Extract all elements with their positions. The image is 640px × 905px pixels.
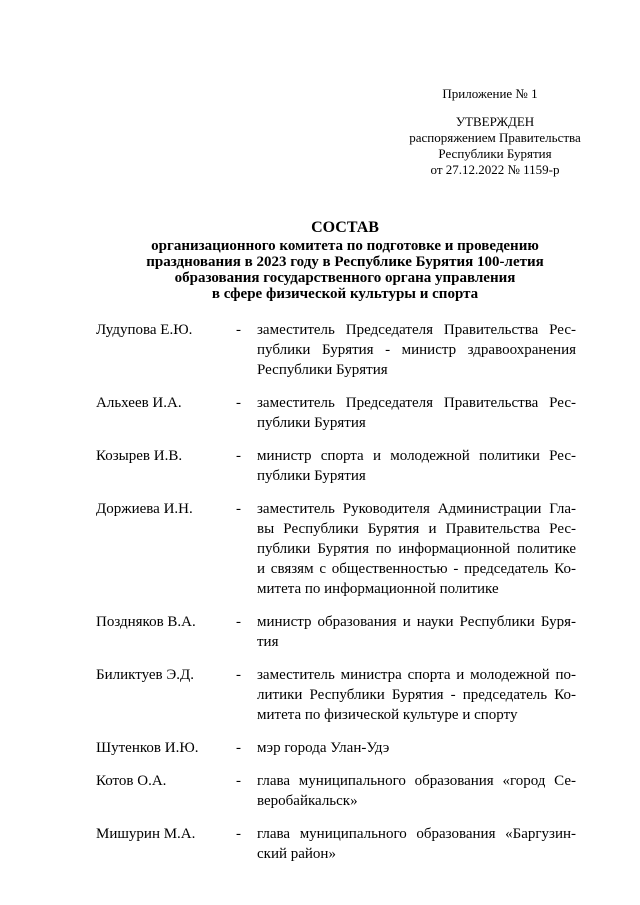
member-row <box>96 612 576 652</box>
approval-line: распоряжением Правительства <box>409 130 581 145</box>
member-name: Доржиева И.Н. <box>96 501 193 517</box>
approval-block <box>395 114 595 178</box>
member-role-line: и связям с общественностью - председатель Ко- <box>257 561 576 577</box>
member-role-line: министр спорта и молодежной политики Рес- <box>257 448 576 464</box>
member-role-line: веробайкальск» <box>257 793 358 809</box>
member-name: Котов О.А. <box>96 773 167 789</box>
member-dash: - <box>236 826 241 842</box>
member-role-line: публики Бурятия - министр здравоохранения <box>257 342 576 358</box>
member-role-line: министр образования и науки Республики Буря- <box>257 614 576 630</box>
approval-line: от 27.12.2022 № 1159-р <box>430 162 560 177</box>
subtitle-line: образования государственного органа управления <box>174 270 516 286</box>
member-role <box>257 320 576 380</box>
member-dash: - <box>236 773 241 789</box>
member-dash: - <box>236 667 241 683</box>
member-role-line: публики Бурятия по информационной политике <box>257 541 576 557</box>
member-dash: - <box>236 395 241 411</box>
member-row <box>96 665 576 725</box>
approval-line: Республики Бурятия <box>438 146 552 161</box>
member-dash: - <box>236 322 241 338</box>
member-role <box>257 612 576 652</box>
member-role <box>257 393 576 433</box>
member-role-line: заместитель министра спорта и молодежной по- <box>257 667 576 683</box>
member-role <box>257 824 576 864</box>
title-subtitle <box>80 238 610 302</box>
member-row <box>96 393 576 433</box>
member-row <box>96 499 576 599</box>
member-role-line: публики Бурятия <box>257 415 366 431</box>
approval-line: УТВЕРЖДЕН <box>455 114 535 129</box>
title-heading: СОСТАВ <box>311 219 379 236</box>
member-role <box>257 738 576 758</box>
member-role-line: заместитель Руководителя Администрации Гла- <box>257 501 576 517</box>
member-row <box>96 320 576 380</box>
member-row <box>96 771 576 811</box>
member-role <box>257 771 576 811</box>
member-name: Мишурин М.А. <box>96 826 196 842</box>
subtitle-line: в сфере физической культуры и спорта <box>211 286 479 302</box>
member-role-line: литики Республики Бурятия - председатель Ко- <box>257 687 576 703</box>
member-name: Шутенков И.Ю. <box>96 740 199 756</box>
member-name: Козырев И.В. <box>96 448 183 464</box>
member-dash: - <box>236 448 241 464</box>
member-role <box>257 665 576 725</box>
member-role-line: заместитель Председателя Правительства Рес- <box>257 322 576 338</box>
member-role-line: тия <box>257 634 279 650</box>
member-role-line: глава муниципального образования «Баргузин- <box>257 826 576 842</box>
member-role-line: Республики Бурятия <box>257 362 388 378</box>
member-role <box>257 499 576 599</box>
member-dash: - <box>236 614 241 630</box>
member-role-line: митета по физической культуре и спорту <box>257 707 518 723</box>
member-dash: - <box>236 740 241 756</box>
document-title <box>80 219 610 302</box>
member-role-line: митета по информационной политике <box>257 581 499 597</box>
member-role-line: ский район» <box>257 846 336 862</box>
appendix-label: Приложение № 1 <box>442 86 538 101</box>
member-role <box>257 446 576 486</box>
subtitle-line: празднования в 2023 году в Республике Бурятия 100-летия <box>146 254 544 270</box>
member-role-line: глава муниципального образования «город Се- <box>257 773 576 789</box>
subtitle-line: организационного комитета по подготовке и проведению <box>151 238 539 254</box>
member-role-line: публики Бурятия <box>257 468 366 484</box>
member-dash: - <box>236 501 241 517</box>
member-row <box>96 824 576 864</box>
member-role-line: мэр города Улан-Удэ <box>257 740 390 756</box>
member-name: Лудупова Е.Ю. <box>96 322 193 338</box>
member-row <box>96 446 576 486</box>
member-name: Альхеев И.А. <box>96 395 182 411</box>
member-row <box>96 738 576 758</box>
member-role-line: вы Республики Бурятия и Правительства Рес- <box>257 521 576 537</box>
member-name: Поздняков В.А. <box>96 614 196 630</box>
member-name: Биликтуев Э.Д. <box>96 667 195 683</box>
member-list <box>96 320 576 877</box>
member-role-line: заместитель Председателя Правительства Рес- <box>257 395 576 411</box>
